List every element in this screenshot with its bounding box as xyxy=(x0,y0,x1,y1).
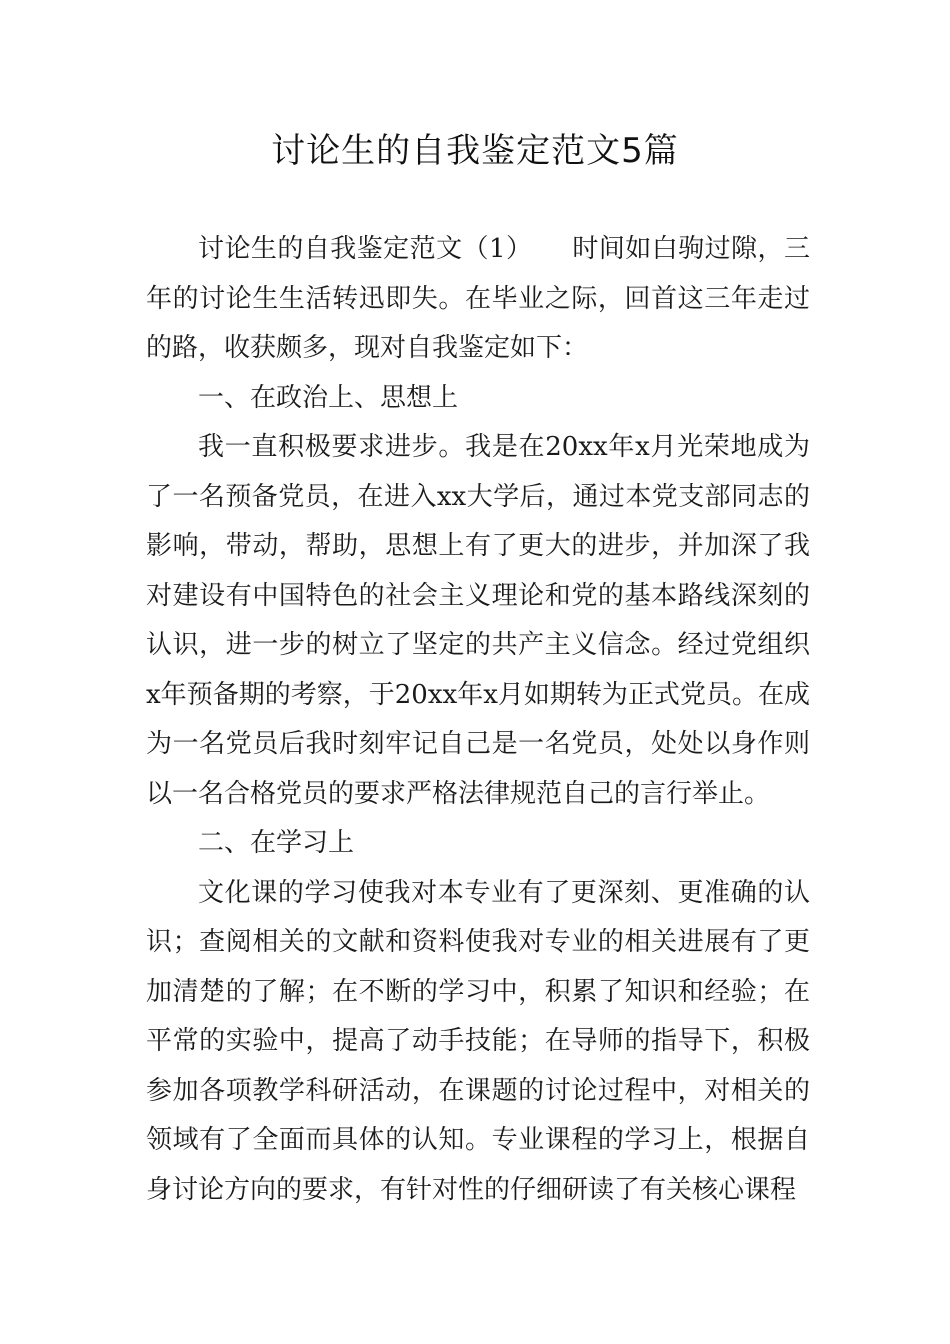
politics-paragraph: 我一直积极要求进步。我是在20xx年x月光荣地成为了一名预备党员，在进入xx大学后，通过本党支部同志的影响，带动，帮助，思想上有了更大的进步，并加深了我对建设有中国特色的社会主义理论和党的基本路线深刻的认识，进一步的树立了坚定的共产主义信念。经过党组织x年预备期的考察，于20xx年x月如期转为正式党员。在成为一名党员后我时刻牢记自己是一名党员，处处以身作则以一名合格党员的要求严格法律规范自己的言行举止。 xyxy=(146,432,810,809)
section-heading-study: 二、在学习上 xyxy=(198,828,355,858)
document-body xyxy=(146,225,810,1215)
section-heading-politics: 一、在政治上、思想上 xyxy=(198,382,459,413)
intro-paragraph: 讨论生的自我鉴定范文（1） 时间如白驹过隙，三年的讨论生生活转迅即失。在毕业之际，回首这三年走过的路，收获颇多，现对自我鉴定如下： xyxy=(146,234,810,363)
document-title: 讨论生的自我鉴定范文5篇 xyxy=(271,131,679,171)
study-paragraph: 文化课的学习使我对本专业有了更深刻、更准确的认识；查阅相关的文献和资料使我对专业的相关进展有了更加清楚的了解；在不断的学习中，积累了知识和经验；在平常的实验中，提高了动手技能；在导师的指导下，积极参加各项教学科研活动，在课题的讨论过程中，对相关的领域有了全面而具体的认知。专业课程的学习上，根据自身讨论方向的要求，有针对性的仔细研读了有关核心课程 xyxy=(146,877,810,1205)
